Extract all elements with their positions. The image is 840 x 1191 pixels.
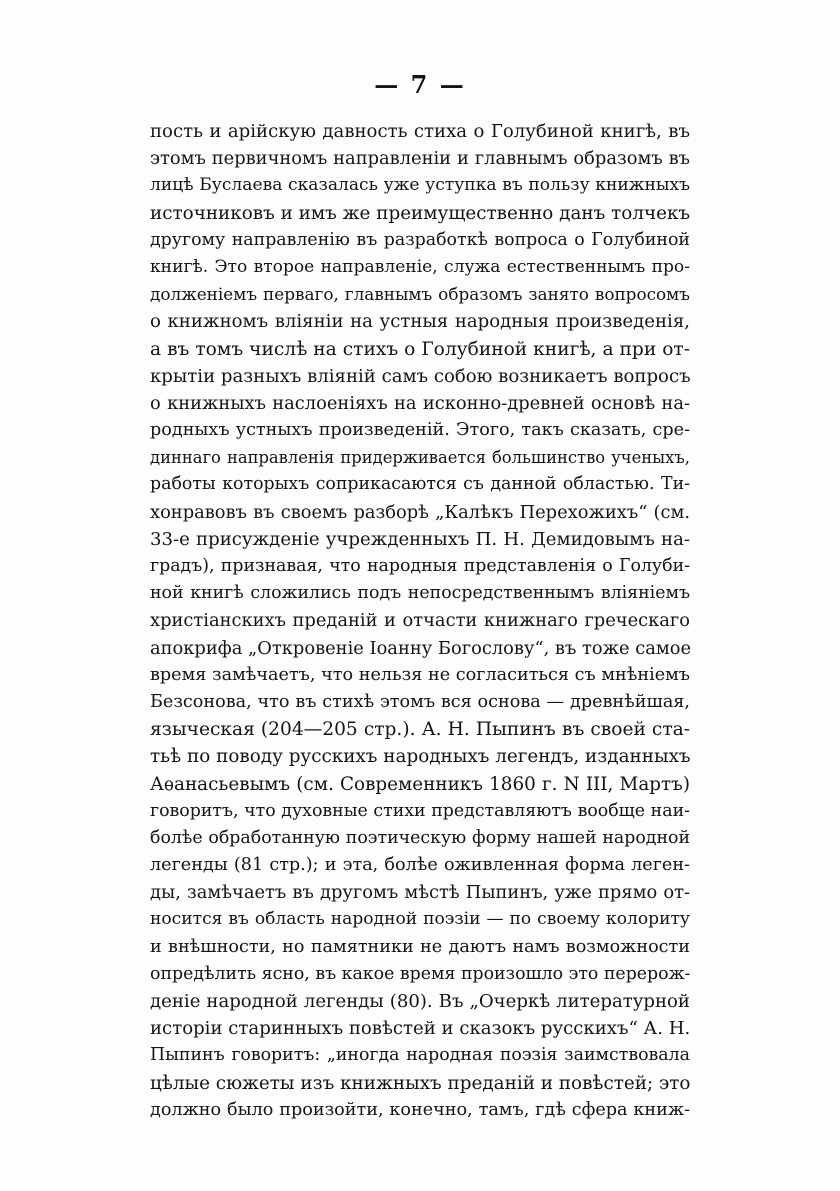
text-line: родныхъ устныхъ произведеній. Этого, такъ сказать, сре- [150, 420, 690, 441]
text-line: тьѣ по поводу русскихъ народныхъ легендъ, изданныхъ [150, 746, 691, 768]
page-number-text: — 7 — [374, 70, 466, 99]
text-line: деніе народной легенды (80). Въ „Очеркѣ литературной [150, 991, 690, 1012]
text-line: болѣе обработанную поэтическую форму нашей народной [150, 827, 690, 848]
text-line: градъ), признавая, что народныя представленія о Голуби- [150, 556, 690, 576]
text-line: опредѣлить ясно, въ какое время произошло это перерож- [150, 963, 691, 984]
text-line: крытіи разныхъ вліяній самъ собою возникаетъ вопросъ [150, 365, 691, 387]
text-line: а въ томъ числѣ на стихъ о Голубиной книгѣ, а при от- [150, 338, 690, 360]
body-text [150, 118, 690, 1124]
text-line: легенды (81 стр.); и эта, болѣе оживленная форма леген- [150, 855, 690, 876]
text-line: время замѣчаетъ, что нельзя не согласиться съ мнѣніемъ [150, 664, 690, 685]
text-line: хонравовъ въ своемъ разборѣ „Калѣкъ Перехожихъ“ (см. [150, 501, 690, 523]
text-line: о книжномъ вліяніи на устныя народныя произведенія, [150, 311, 690, 333]
text-line: другому направленію въ разработкѣ вопроса о Голубиной [150, 229, 690, 250]
text-line: языческая (204—205 стр.). А. Н. Пыпинъ въ своей ста- [150, 719, 690, 741]
text-line: должно было произойти, конечно, тамъ, гдѣ сфера книж- [150, 1099, 690, 1120]
text-line: книгѣ. Это второе направленіе, служа естественнымъ про- [150, 256, 690, 277]
text-line: Пыпинъ говоритъ: „иногда народная поэзія заимствовала [150, 1045, 690, 1066]
text-line: христіанскихъ преданій и отчасти книжнаго греческаго [150, 610, 690, 632]
text-line: Безсонова, что въ стихѣ этомъ вся основа — древнѣйшая, [150, 691, 690, 712]
text-line: источниковъ и имъ же преимущественно данъ толчекъ [150, 202, 691, 224]
text-line: этомъ первичномъ направленіи и главнымъ образомъ въ [150, 148, 690, 170]
text-line: диннаго направленія придерживается большинство ученыхъ, [150, 448, 690, 468]
text-line: работы которыхъ соприкасаются съ данной областью. Ти- [150, 474, 690, 495]
text-line: о книжныхъ наслоеніяхъ на исконно-древней основѣ на- [150, 392, 690, 414]
text-line: носится въ область народной поэзіи — по своему колориту [150, 909, 690, 930]
text-line: говоритъ, что духовные стихи представляютъ вообще наи- [150, 800, 690, 821]
text-line: ды, замѣчаетъ въ другомъ мѣстѣ Пыпинъ, уже прямо от- [150, 882, 690, 904]
text-line: цѣлые сюжеты изъ книжныхъ преданій и повѣстей; это [150, 1072, 691, 1094]
page-number [0, 70, 840, 99]
text-line: и внѣшности, но памятники не даютъ намъ возможности [150, 936, 690, 957]
text-line: исторіи старинныхъ повѣстей и сказокъ русскихъ“ А. Н. [150, 1018, 691, 1040]
text-line: долженіемъ перваго, главнымъ образомъ занято вопросомъ [150, 284, 690, 305]
text-line: 33-е присужденіе учрежденныхъ П. Н. Демидовымъ на- [150, 528, 690, 550]
text-line: апокрифа „Откровеніе Іоанну Богослову“, въ тоже самое [150, 637, 692, 659]
text-line: Аѳанасьевымъ (см. Современникъ 1860 г. N III, Мартъ) [150, 773, 690, 795]
text-line: ной книгѣ сложились подъ непосредственнымъ вліяніемъ [150, 583, 690, 604]
text-line: лицѣ Буслаева сказалась уже уступка въ пользу книжныхъ [150, 175, 690, 196]
text-line: пость и арійскую давность стиха о Голубиной книгѣ, въ [150, 121, 690, 142]
